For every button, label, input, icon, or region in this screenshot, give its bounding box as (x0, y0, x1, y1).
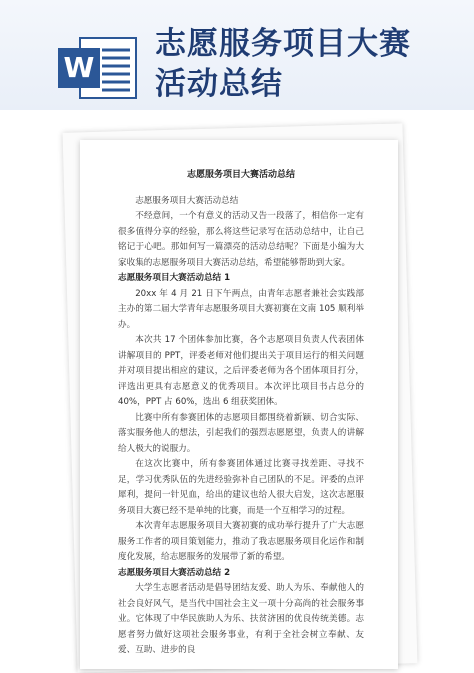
document-title: 志愿服务项目大赛活动总结 (186, 170, 295, 180)
paragraph: 比赛中所有参赛团体的志愿项目都围绕着新颖、切合实际、落实服务他人的想法，引起我们的强烈志愿愿望，负责人的讲解给人极大的说服力。 (118, 412, 364, 454)
word-document-icon (58, 36, 138, 100)
paragraph-list (118, 194, 364, 659)
document-page (80, 140, 398, 669)
paragraph: 本次青年志愿服务项目大赛初赛的成功举行提升了广大志愿服务工作者的项目策划能力，推动了我志愿服务项目化运作和制度化发展，给志愿服务的发展带了新的希望。 (118, 521, 364, 562)
banner-title-line-1: 志愿服务项目大赛 (155, 26, 411, 62)
paragraph: 大学生志愿者活动是倡导团结友爱、助人为乐、奉献他人的社会良好风气，是当代中国社会主义一项十分高尚的社会服务事业。它体现了中华民族助人为乐、扶贫济困的优良传统美德。志愿者努力做好这项社会服务事业，有利于全社会树立奉献、友爱、互助、进步的良 (118, 583, 364, 655)
paragraph: 20xx 年 4 月 21 日下午两点，由青年志愿者兼社会实践部主办的第二届大学青年志愿服务项目大赛初赛在文南 105 顺利举办。 (118, 288, 364, 330)
paragraph: 志愿服务项目大赛活动总结 (135, 195, 239, 206)
section-heading: 志愿服务项目大赛活动总结 1 (118, 273, 231, 283)
paragraph: 不经意间，一个有意义的活动又告一段落了，相信你一定有很多值得分享的经验，那么将这些记录写在活动总结中，让自己铭记于心吧。那如何写一篇漂亮的活动总结呢？下面是小编为大家收集的志愿服务项目大赛活动总结，希望能够帮助到大家。 (118, 211, 364, 268)
section-heading: 志愿服务项目大赛活动总结 2 (118, 567, 231, 578)
paragraph: 本次共 17 个团体参加比赛，各个志愿项目负责人代表团体讲解项目的 PPT，评委老师对他们提出关于项目运行的相关问题并对项目提出相应的建议，之后评委老师为各个团体项目打分，评选出更具有志愿意义的优秀项目。本次评比项目书占总分的 40%，PPT 占 60%，选出 6 组获奖团体。 (118, 335, 364, 407)
header-banner (0, 0, 474, 110)
svg-text:W: W (63, 51, 95, 84)
banner-title-line-2: 活动总结 (155, 66, 283, 102)
banner-title (155, 24, 455, 104)
document-body (118, 168, 364, 659)
paragraph: 在这次比赛中，所有参赛团体通过比赛寻找差距、寻找不足，学习优秀队伍的先进经验弥补自己团队的不足。评委的点评犀利，提问一针见血，给出的建议也给人很大启发，这次志愿服务项目大赛已经不是单纯的比赛，而是一个互相学习的过程。 (118, 459, 364, 516)
